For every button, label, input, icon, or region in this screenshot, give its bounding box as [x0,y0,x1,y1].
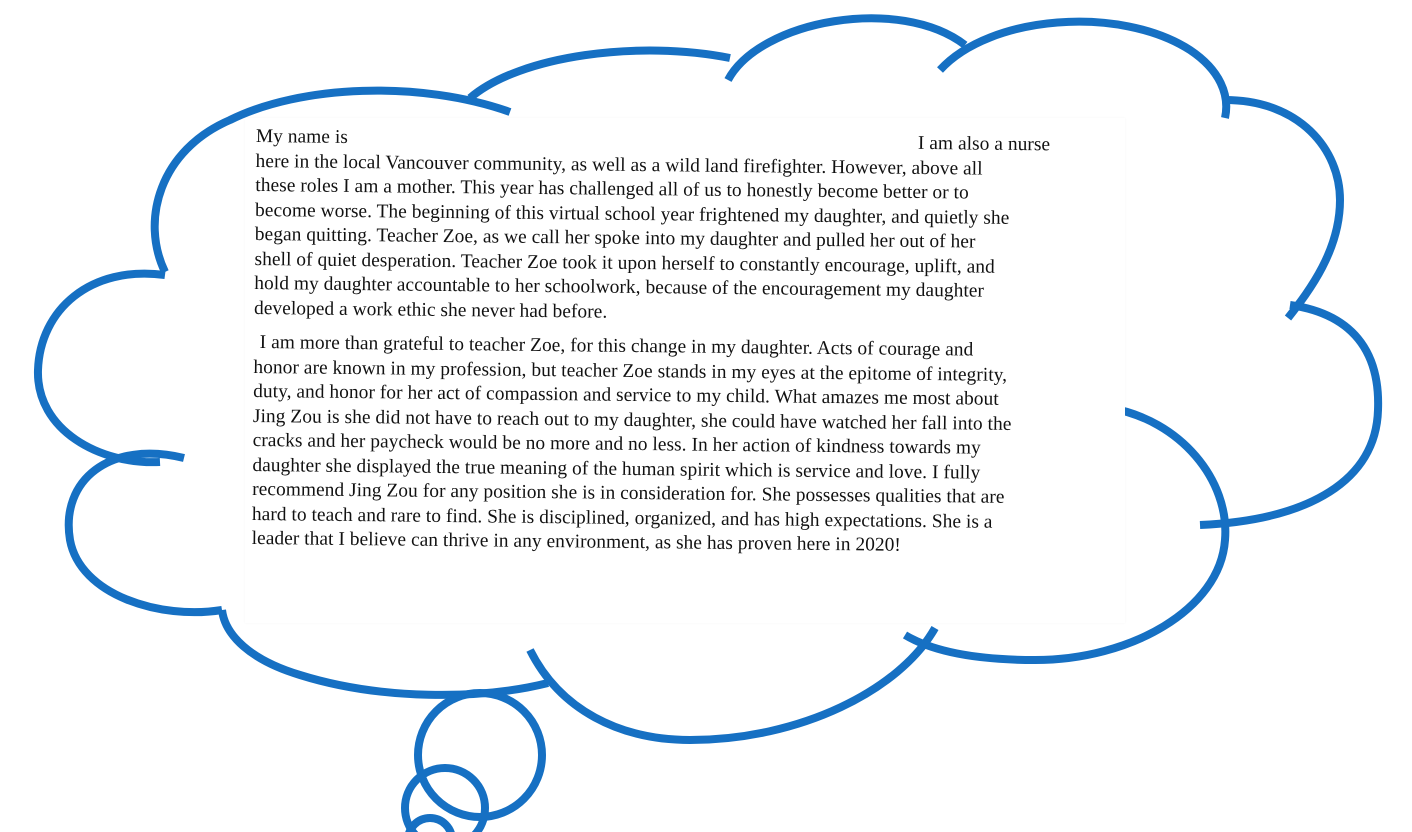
cloud-lobe-left-lower [69,454,222,613]
letter-line: cracks and her paycheck would be no more and no less. In her action of kindness towards my [252,429,981,459]
letter-line: duty, and honor for her act of compassion and service to my child. What amazes me most about [253,380,999,410]
letter-line: developed a work ethic she never had before. [253,297,608,323]
letter-line: Jing Zou is she did not have to reach out to my daughter, she could have watched her fall into the [252,405,1012,435]
cloud-lobe-top-center [728,18,965,80]
letter-line: hold my daughter accountable to her schoolwork, because of the encouragement my daughter [254,272,985,302]
letter-line: become worse. The beginning of this virtual school year frightened my daughter, and quietly she [254,199,1010,229]
cloud-lobe-right-upper [1225,100,1340,318]
letter-line: here in the local Vancouver community, as well as a wild land firefighter. However, above all [255,150,983,180]
letter-line: recommend Jing Zou for any position she is in consideration for. She possesses qualities that are [252,478,1005,508]
redacted-name-region [348,142,918,149]
cloud-lobe-left-middle [38,274,165,463]
thought-bubble-small [408,818,452,832]
letter-line: honor are known in my profession, but teacher Zoe stands in my eyes at the epitome of integrity, [253,356,1008,386]
letter-line-end: I am also a nurse [917,132,1051,156]
cloud-lobe-right-middle [1200,305,1378,525]
cloud-lobe-top-right [940,22,1226,118]
letter-line-start: My name is [255,125,349,148]
cloud-lobe-bottom-middle [530,628,935,740]
letter-paragraph-1 [254,125,1116,330]
recommendation-letter [252,125,1116,560]
letter-line: these roles I am a mother. This year has challenged all of us to honestly become better or to [255,174,969,204]
cloud-lobe-top-middle [470,51,730,98]
letter-line: daughter she displayed the true meaning of the human spirit which is service and love. I fully [252,454,981,484]
letter-line: hard to teach and rare to find. She is disciplined, organized, and has high expectations. She is a [251,503,993,533]
letter-line: began quitting. Teacher Zoe, as we call her spoke into my daughter and pulled her out of her [254,223,976,253]
letter-paragraph-2 [252,331,1114,560]
letter-line: leader that I believe can thrive in any environment, as she has proven here in 2020! [251,527,901,556]
letter-line: shell of quiet desperation. Teacher Zoe took it upon herself to constantly encourage, uplift, and [254,248,995,278]
letter-line: I am more than grateful to teacher Zoe, for this change in my daughter. Acts of courage and [259,332,974,361]
